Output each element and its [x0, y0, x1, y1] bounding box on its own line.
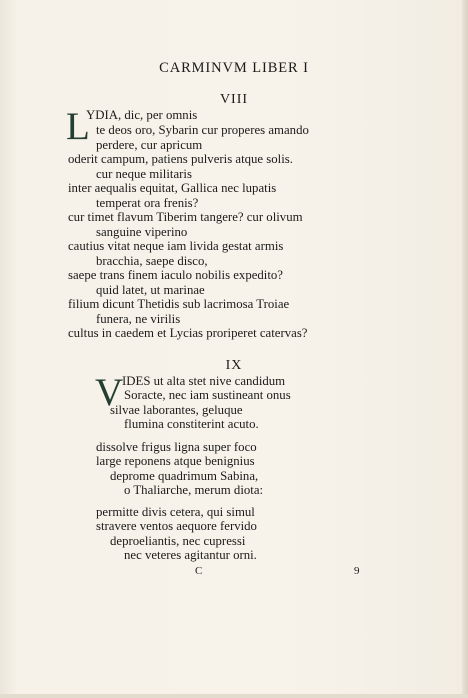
poem-ix-line: nec veteres agitantur orni.	[124, 548, 257, 562]
poem-number-viii: VIII	[219, 92, 249, 107]
poem-ix-line: o Thaliarche, merum diota:	[124, 483, 264, 497]
poem-viii-line: funera, ne virilis	[96, 312, 181, 326]
poem-viii-line: te deos oro, Sybarin cur properes amando	[96, 123, 309, 137]
poem-viii-line: cur neque militaris	[96, 167, 192, 181]
poem-viii-line: YDIA, dic, per omnis	[86, 108, 198, 122]
page-edge-bottom	[0, 694, 468, 698]
poem-ix-line: deprome quadrimum Sabina,	[110, 469, 259, 483]
poem-number-ix: IX	[225, 358, 243, 373]
poem-viii-line: cur timet flavum Tiberim tangere? cur olivum	[68, 210, 303, 224]
poem-ix-line: IDES ut alta stet nive candidum	[122, 374, 286, 388]
poem-ix-line: flumina constiterint acuto.	[124, 417, 259, 431]
poem-viii-line: oderit campum, patiens pulveris atque solis.	[68, 152, 293, 166]
poem-viii-line: perdere, cur apricum	[96, 138, 203, 152]
poem-viii-line: inter aequalis equitat, Gallica nec lupatis	[68, 181, 277, 195]
poem-ix-line: silvae laborantes, geluque	[110, 403, 243, 417]
drop-cap-v: V	[95, 371, 124, 414]
poem-ix-line: deproeliantis, nec cupressi	[110, 534, 246, 548]
poem-ix-line: Soracte, nec iam sustineant onus	[124, 388, 291, 402]
poem-viii-line: quid latet, ut marinae	[96, 283, 205, 297]
page-number: 9	[354, 565, 360, 577]
poem-viii-line: filium dicunt Thetidis sub lacrimosa Troiae	[68, 297, 290, 311]
running-head: CARMINVM LIBER I	[159, 60, 309, 76]
poem-ix-line: stravere ventos aequore fervido	[96, 519, 257, 533]
poem-viii-line: sanguine viperino	[96, 225, 188, 239]
poem-viii-line: cautius vitat neque iam livida gestat armis	[68, 239, 284, 253]
poem-ix-line: permitte divis cetera, qui simul	[96, 505, 255, 519]
poem-viii-line: bracchia, saepe disco,	[96, 254, 208, 268]
poem-viii-line: saepe trans finem iaculo nobilis expedito?	[68, 268, 283, 282]
drop-cap-l: L	[66, 105, 90, 148]
poem-ix-line: large reponens atque benignius	[96, 454, 255, 468]
poem-viii-line: cultus in caedem et Lycias proriperet catervas?	[68, 326, 308, 340]
signature-mark: C	[195, 565, 203, 577]
poem-ix-line: dissolve frigus ligna super foco	[96, 440, 257, 454]
poem-viii-line: temperat ora frenis?	[96, 196, 199, 210]
